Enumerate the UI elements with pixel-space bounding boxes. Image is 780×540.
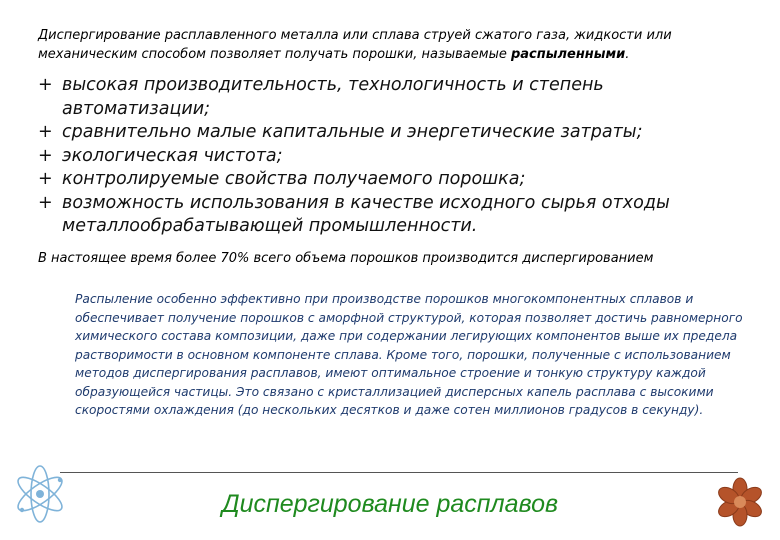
- advantage-text: экологическая чистота;: [62, 145, 283, 166]
- plus-marker: +: [38, 75, 53, 95]
- advantage-item: [38, 121, 748, 145]
- plus-marker: +: [38, 192, 53, 213]
- intro-text: [38, 26, 738, 64]
- production-note: В настоящее время более 70% всего объема порошков производится диспергированием: [38, 251, 654, 266]
- advantage-item: [38, 192, 748, 239]
- intro-text-before: Диспергирование расплавленного металла или сплава струей сжатого газа, жидкости или механическим способом позволяет получать порошки, называемые: [38, 28, 672, 62]
- slide-title: Диспергирование расплавов: [221, 490, 559, 518]
- advantage-text: возможность использования в качестве исходного сырья отходы металлообрабатывающей промышленности.: [62, 192, 670, 236]
- atomization-paragraph: Распыление особенно эффективно при производстве порошков многокомпонентных сплавов и обеспечивает получение порошков с аморфной структурой, которая позволяет достичь равномерного химического состава композиции, даже при содержании легирующих компонентов выше их предела растворимости в основном компоненте сплава. Кроме того, порошки, полученные с использованием методов диспергирования расплавов, имеют оптимальное строение и тонкую структуру каждой образующейся частицы. Это связано с кристаллизацией дисперсных капель расплава с высокими скоростями охлаждения (до нескольких десятков и даже сотен миллионов градусов в секунду).: [75, 292, 743, 417]
- atom-logo-icon: [8, 452, 78, 532]
- advantage-item: [38, 74, 748, 121]
- intro-bold-word: распыленными: [510, 47, 626, 62]
- advantage-text: сравнительно малые капитальные и энергетические затраты;: [62, 122, 643, 142]
- plus-marker: +: [38, 145, 53, 166]
- advantage-item: [38, 145, 748, 169]
- plus-marker: +: [38, 169, 53, 189]
- divider: [60, 472, 738, 473]
- advantage-text: контролируемые свойства получаемого порошка;: [62, 169, 526, 189]
- advantage-item: [38, 168, 748, 192]
- plus-marker: +: [38, 122, 53, 142]
- flower-logo-icon: [714, 476, 766, 528]
- intro-text-after: .: [625, 47, 630, 62]
- advantages-list: [38, 74, 748, 239]
- advantage-text: высокая производительность, технологичность и степень автоматизации;: [62, 75, 604, 119]
